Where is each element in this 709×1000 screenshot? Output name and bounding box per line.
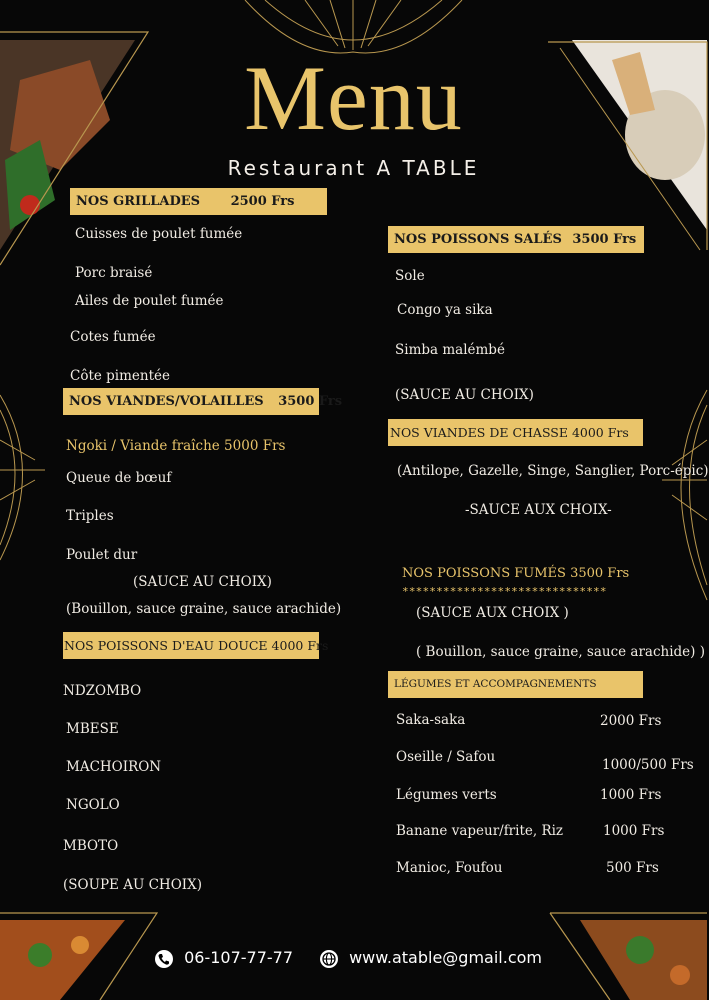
grillades-price: 2500 Frs — [230, 194, 295, 209]
side-price: 1000/500 Frs — [602, 757, 694, 773]
menu-item: Cotes fumée — [70, 329, 156, 345]
menu-item: Triples — [66, 508, 114, 524]
section-header-viandes — [63, 388, 343, 415]
globe-icon — [320, 950, 338, 968]
section-header-poissons-sales — [388, 226, 644, 253]
bottom-right-photo-frame — [550, 913, 707, 1000]
game-list: (Antilope, Gazelle, Singe, Sanglier, Porc-épic) — [397, 463, 709, 479]
sales-price: 3500 Frs — [572, 232, 637, 247]
menu-item: Congo ya sika — [397, 302, 493, 318]
menu-item: Simba malémbé — [395, 342, 505, 358]
side-name: Manioc, Foufou — [396, 860, 503, 876]
menu-item: NGOLO — [66, 797, 120, 813]
section-header-chasse: NOS VIANDES DE CHASSE 4000 Frs — [388, 419, 643, 446]
viandes-price: 3500 Frs — [278, 394, 343, 409]
side-name: Saka-saka — [396, 712, 466, 728]
special-item: Ngoki / Viande fraîche 5000 Frs — [66, 438, 286, 454]
section-header-legumes: LÉGUMES ET ACCOMPAGNEMENTS — [388, 671, 643, 698]
left-arc-ornament — [0, 395, 45, 560]
soup-note: (SOUPE AU CHOIX) — [63, 877, 202, 893]
side-price: 1000 Frs — [600, 787, 662, 803]
stars-divider: ****************************** — [402, 585, 607, 598]
grillades-heading: NOS GRILLADES — [76, 194, 201, 209]
sauce-note: (SAUCE AUX CHOIX ) — [416, 605, 569, 621]
menu-item: Porc braisé — [75, 265, 153, 281]
side-price: 1000 Frs — [603, 823, 665, 839]
sales-heading: NOS POISSONS SALÉS — [394, 232, 562, 247]
menu-item: Queue de bœuf — [66, 470, 172, 486]
menu-title: Menu — [244, 47, 463, 149]
menu-item: Poulet dur — [66, 547, 138, 563]
sauce-note: (SAUCE AU CHOIX) — [133, 574, 272, 590]
menu-item: NDZOMBO — [63, 683, 142, 699]
menu-item: Cuisses de poulet fumée — [75, 226, 243, 242]
side-price: 2000 Frs — [600, 713, 662, 729]
bottom-left-photo-frame — [0, 913, 157, 1000]
side-name: Banane vapeur/frite, Riz — [396, 823, 564, 839]
phone-icon — [155, 950, 173, 968]
phone-number: 06-107-77-77 — [184, 948, 294, 967]
sauce-note: (SAUCE AU CHOIX) — [395, 387, 534, 403]
phone-contact[interactable] — [155, 948, 293, 968]
section-header-eau-douce: NOS POISSONS D'EAU DOUCE 4000 Frs — [63, 632, 319, 659]
email-address: www.atable@gmail.com — [349, 948, 542, 967]
menu-item: Ailes de poulet fumée — [75, 293, 224, 309]
menu-item: Sole — [395, 268, 425, 284]
section-header-fumes: NOS POISSONS FUMÉS 3500 Frs — [402, 566, 630, 581]
right-arc-ornament — [662, 390, 707, 600]
viandes-heading: NOS VIANDES/VOLAILLES — [69, 394, 264, 409]
sauce-list: (Bouillon, sauce graine, sauce arachide) — [66, 601, 342, 617]
restaurant-name: Restaurant A TABLE — [227, 156, 480, 180]
menu-item: MACHOIRON — [66, 759, 162, 775]
menu-item: MBESE — [66, 721, 119, 737]
side-name: Légumes verts — [396, 787, 497, 803]
sauce-note: -SAUCE AUX CHOIX- — [465, 502, 612, 518]
top-sunburst-ornament — [245, 0, 462, 53]
side-name: Oseille / Safou — [396, 749, 496, 765]
email-contact[interactable] — [320, 948, 542, 968]
sauce-list: ( Bouillon, sauce graine, sauce arachide) ) — [416, 644, 705, 660]
menu-item: MBOTO — [63, 838, 119, 854]
menu-item: Côte pimentée — [70, 368, 171, 384]
section-header-grillades — [70, 188, 327, 215]
side-price: 500 Frs — [606, 860, 659, 876]
